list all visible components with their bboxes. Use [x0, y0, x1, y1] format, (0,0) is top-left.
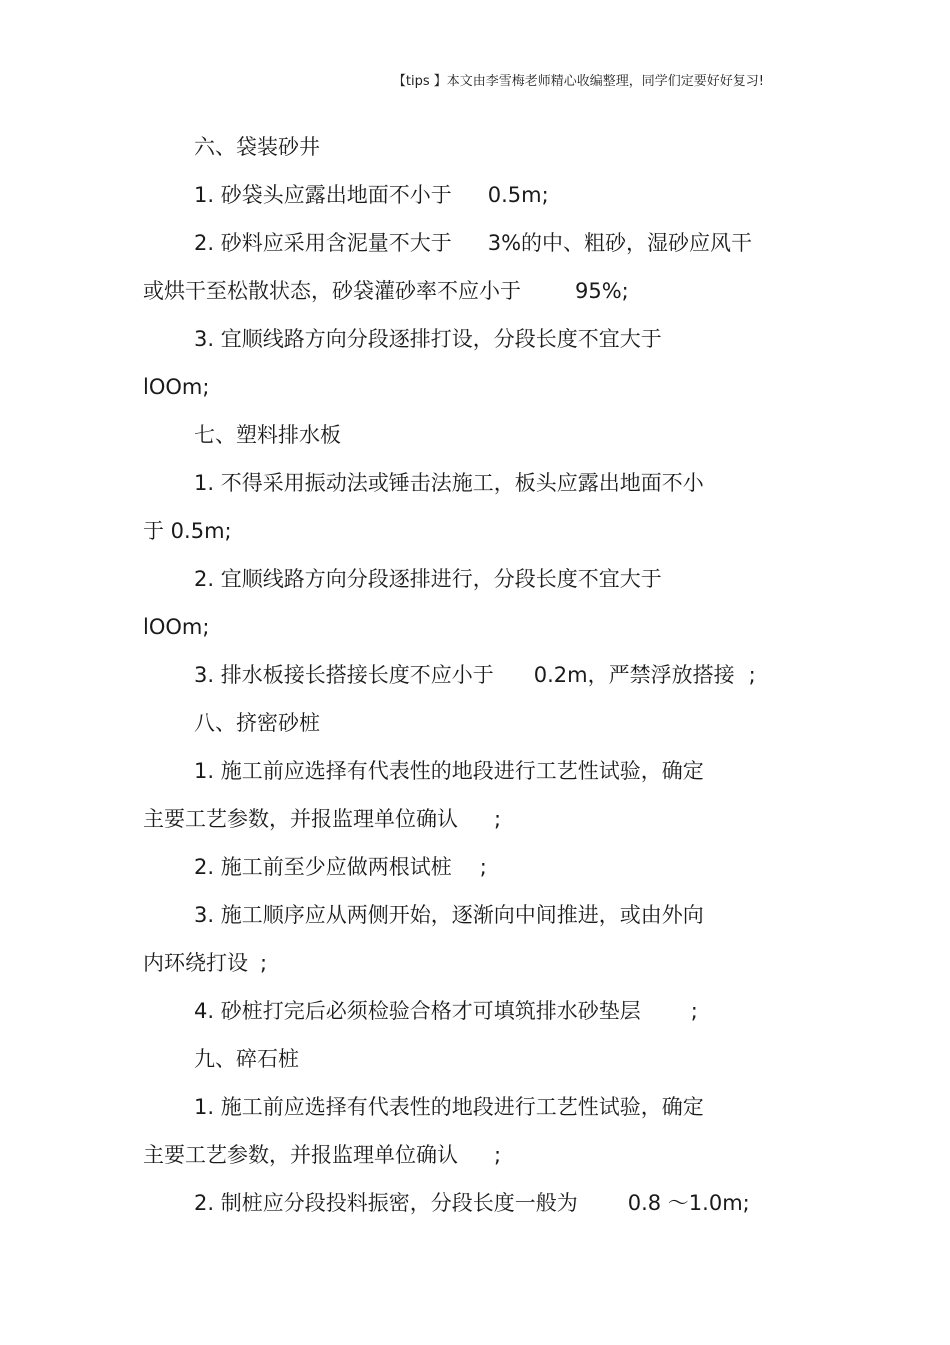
- paragraph-line: [143, 614, 209, 640]
- line-value: 3%的中、粗砂，湿砂应风干: [487, 231, 753, 255]
- line-value: 95%;: [575, 279, 629, 303]
- line-text: 主要工艺参数，并报监理单位确认: [143, 1143, 458, 1167]
- paragraph-line: [194, 998, 698, 1024]
- heading-six: [194, 134, 320, 160]
- line-text: 1. 施工前应选择有代表性的地段进行工艺性试验，确定: [194, 759, 704, 783]
- line-text: 4. 砂桩打完后必须检验合格才可填筑排水砂垫层: [194, 999, 641, 1023]
- line-text: 2. 制桩应分段投料振密，分段长度一般为: [194, 1191, 578, 1215]
- line-end: ;: [260, 951, 268, 975]
- paragraph-line: [194, 182, 549, 208]
- line-text: 2. 宜顺线路方向分段逐排进行，分段长度不宜大于: [194, 567, 662, 591]
- line-text: 1. 砂袋头应露出地面不小于: [194, 183, 452, 207]
- line-value: 0.8 ～1.0m;: [627, 1191, 750, 1215]
- heading-eight: [194, 710, 320, 736]
- paragraph-line: [194, 1190, 750, 1216]
- line-text: 2. 砂料应采用含泥量不大于: [194, 231, 452, 255]
- paragraph-line: [143, 278, 629, 304]
- paragraph-line: [194, 1094, 704, 1120]
- heading-nine-text: 九、碎石桩: [194, 1047, 299, 1071]
- paragraph-line: [143, 518, 232, 544]
- line-text: 3. 排水板接长搭接长度不应小于: [194, 663, 494, 687]
- heading-six-text: 六、袋装砂井: [194, 135, 320, 159]
- line-end: ;: [690, 999, 698, 1023]
- line-end: ;: [748, 663, 756, 687]
- line-end: ;: [494, 1143, 502, 1167]
- paragraph-line: [194, 662, 756, 688]
- line-text: 3. 施工顺序应从两侧开始，逐渐向中间推进，或由外向: [194, 903, 704, 927]
- heading-nine: [194, 1046, 299, 1072]
- line-text: 1. 不得采用振动法或锤击法施工，板头应露出地面不小: [194, 471, 704, 495]
- line-text: 主要工艺参数，并报监理单位确认: [143, 807, 458, 831]
- paragraph-line: [194, 854, 487, 880]
- line-end: ;: [494, 807, 502, 831]
- heading-seven: [194, 422, 341, 448]
- paragraph-line: [194, 566, 662, 592]
- paragraph-line: [143, 374, 209, 400]
- line-text: 2. 施工前至少应做两根试桩: [194, 855, 452, 879]
- header-tip: 【tips 】本文由李雪梅老师精心收编整理，同学们定要好好复习!: [392, 74, 764, 89]
- heading-seven-text: 七、塑料排水板: [194, 423, 341, 447]
- paragraph-line: [143, 806, 501, 832]
- paragraph-line: [194, 326, 662, 352]
- heading-eight-text: 八、挤密砂桩: [194, 711, 320, 735]
- paragraph-line: [143, 1142, 501, 1168]
- paragraph-line: [194, 230, 752, 256]
- line-text: lOOm;: [143, 375, 210, 399]
- line-text: 或烘干至松散状态，砂袋灌砂率不应小于: [143, 279, 521, 303]
- line-value: 0.5m;: [487, 183, 549, 207]
- line-value: 0.2m，严禁浮放搭接: [533, 663, 735, 687]
- line-text: 3. 宜顺线路方向分段逐排打设，分段长度不宜大于: [194, 327, 662, 351]
- line-text: 1. 施工前应选择有代表性的地段进行工艺性试验，确定: [194, 1095, 704, 1119]
- line-text: 于 0.5m;: [143, 519, 232, 543]
- paragraph-line: [194, 902, 704, 928]
- line-text: lOOm;: [143, 615, 210, 639]
- line-text: 内环绕打设: [143, 951, 248, 975]
- line-end: ;: [479, 855, 487, 879]
- paragraph-line: [143, 950, 267, 976]
- paragraph-line: [194, 758, 704, 784]
- paragraph-line: [194, 470, 704, 496]
